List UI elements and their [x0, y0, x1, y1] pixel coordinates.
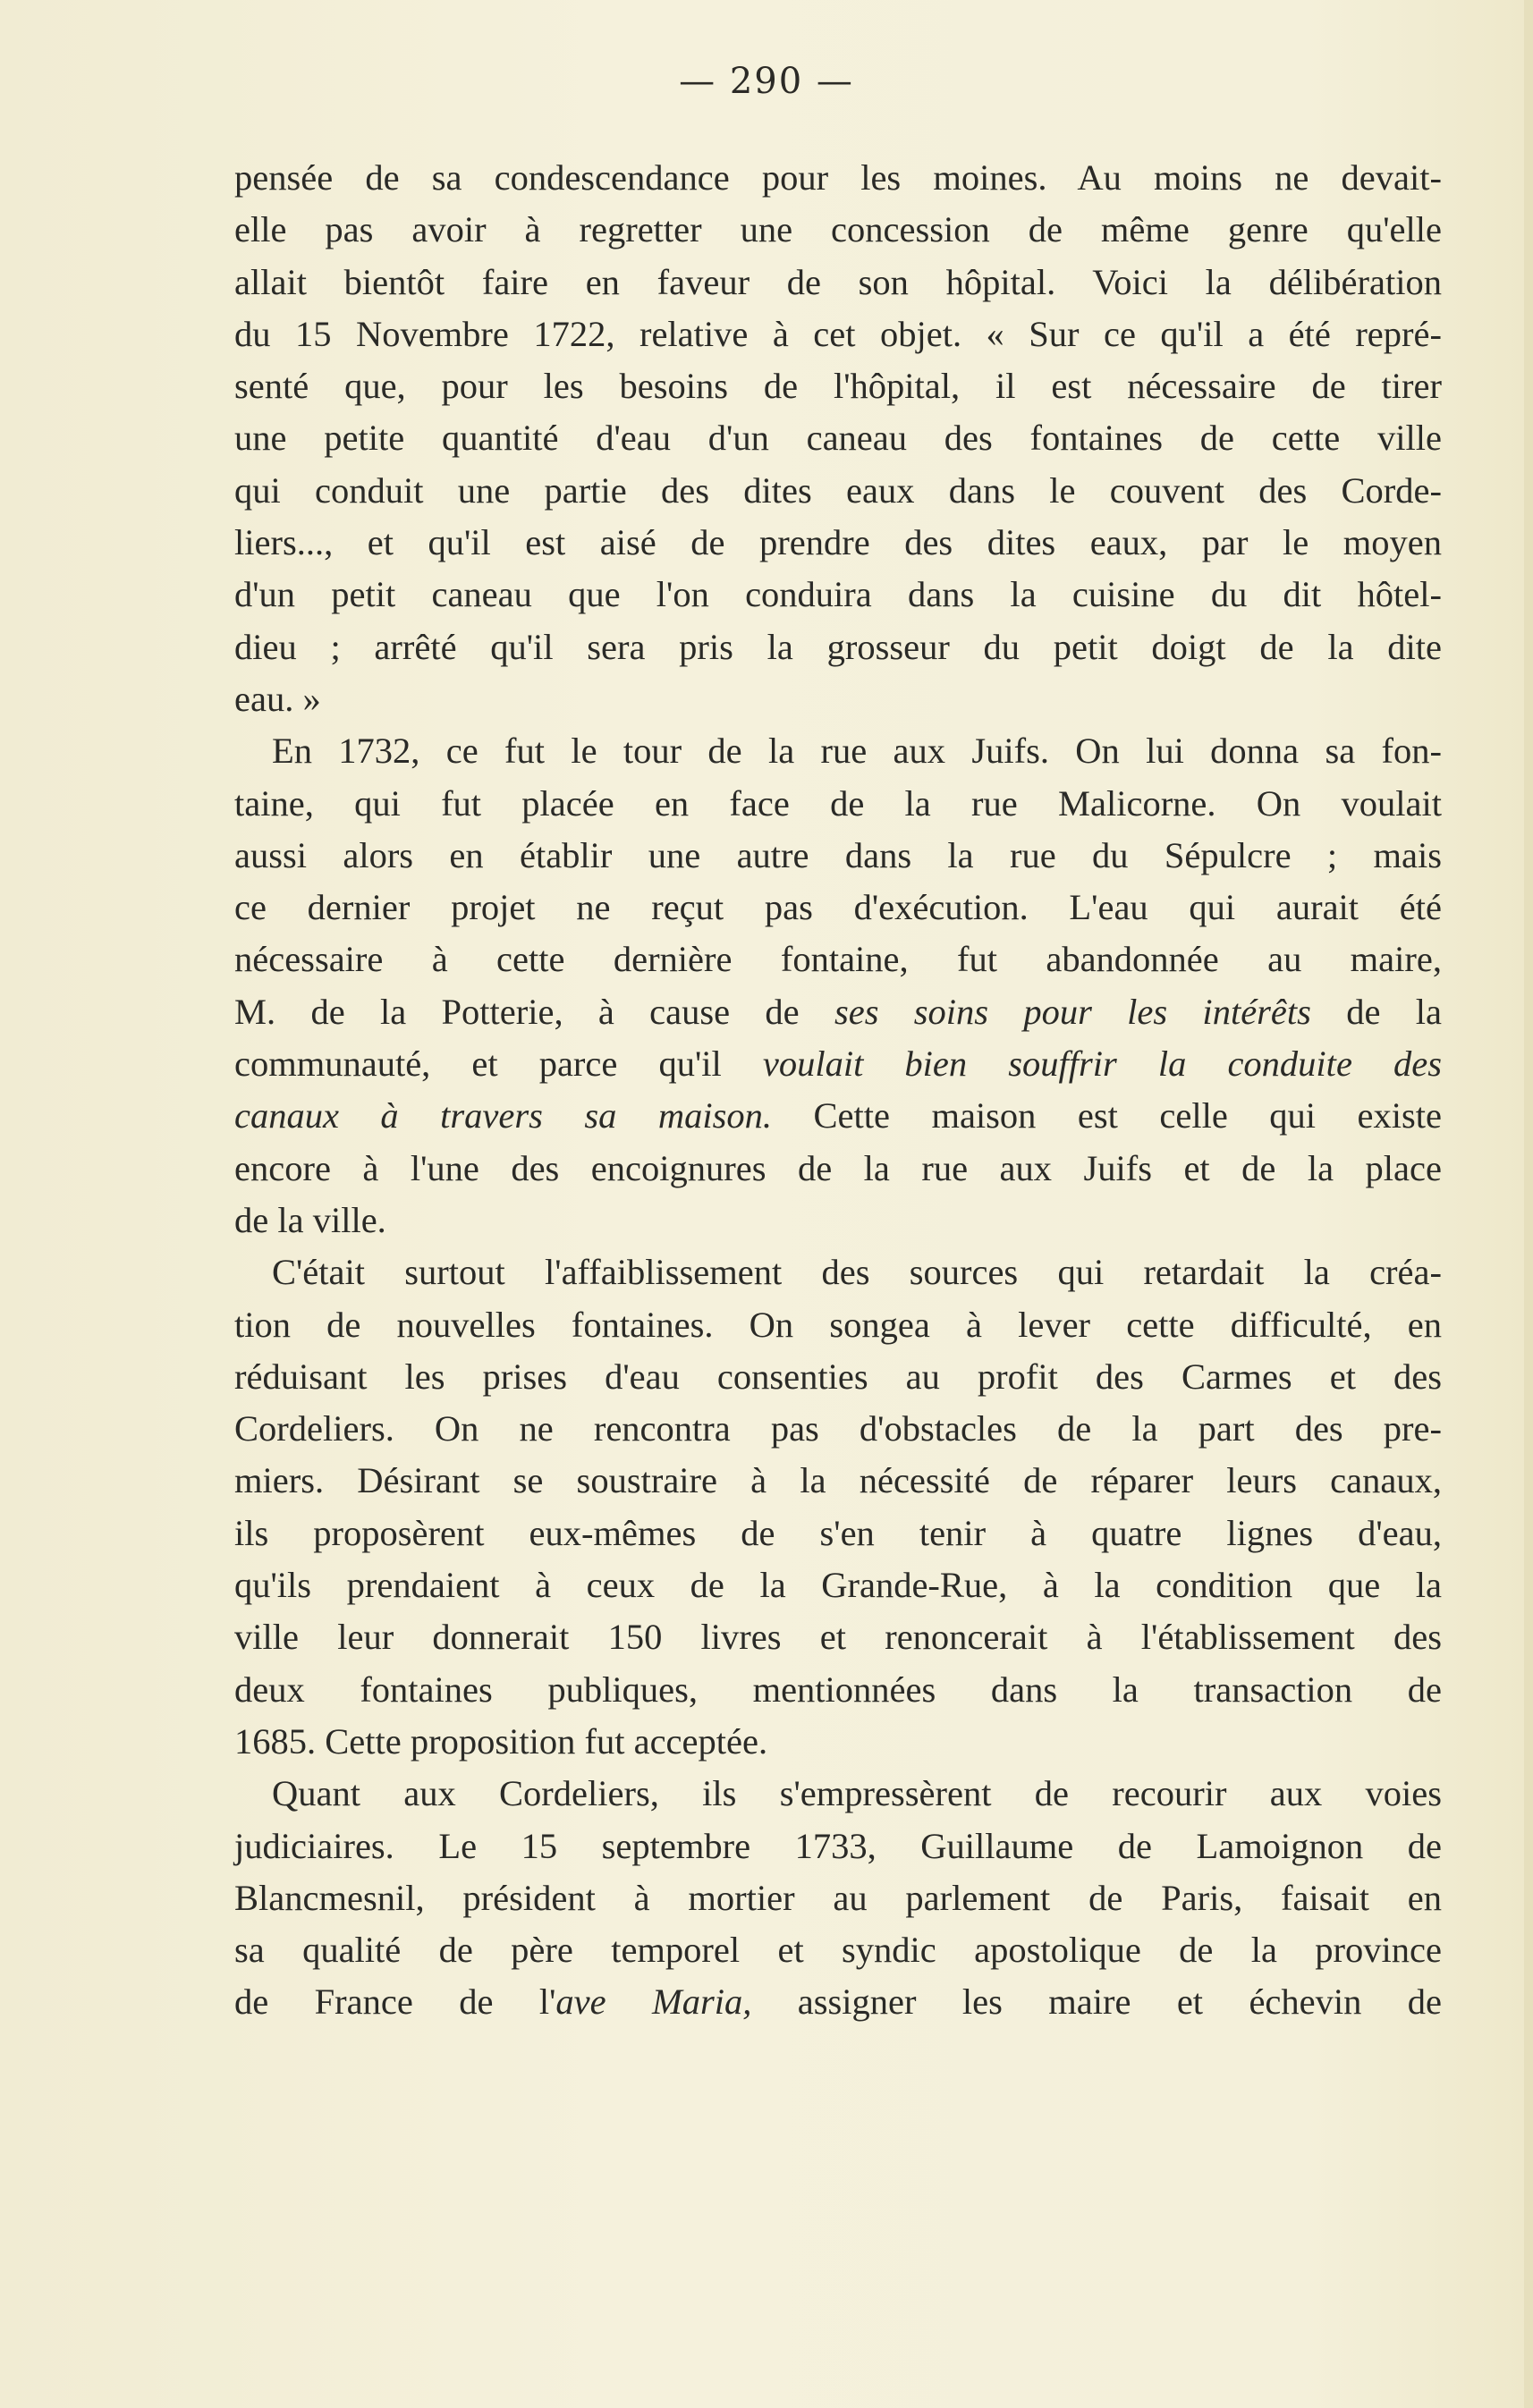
- italic-run: ave Maria,: [555, 1981, 752, 2023]
- page-edge: [1524, 0, 1533, 2408]
- text-line: [234, 986, 1442, 1038]
- text-line: une petite quantité d'eau d'un caneau des fontaines de cette ville: [234, 418, 1442, 459]
- text-line: [234, 1090, 1442, 1142]
- text-line: deux fontaines publiques, mentionnées dans la transaction de: [234, 1669, 1442, 1710]
- italic-run: ses soins pour les intérêts: [834, 991, 1311, 1032]
- text-line: Blancmesnil, président à mortier au parlement de Paris, faisait en: [234, 1877, 1442, 1918]
- paragraph-3: [234, 1246, 1442, 1768]
- text-line: de la ville.: [234, 1199, 386, 1240]
- paragraph-1: [234, 152, 1442, 725]
- text-line: miers. Désirant se soustraire à la nécessité de réparer leurs canaux,: [234, 1460, 1442, 1501]
- text-line: dieu ; arrêté qu'il sera pris la grosseur du petit doigt de la dite: [234, 626, 1442, 667]
- paragraph-2: [234, 725, 1442, 1246]
- text-line: qui conduit une partie des dites eaux dans le couvent des Corde-: [234, 469, 1442, 511]
- italic-run: voulait bien souffrir la conduite des: [762, 1043, 1442, 1085]
- text-line: ville leur donnerait 150 livres et renoncerait à l'établissement des: [234, 1617, 1442, 1658]
- paragraph-4: [234, 1768, 1442, 2028]
- text-run: communauté, et parce qu'il: [234, 1043, 763, 1085]
- text-line: aussi alors en établir une autre dans la rue du Sépulcre ; mais: [234, 834, 1442, 875]
- text-line: ce dernier projet ne reçut pas d'exécution. L'eau qui aurait été: [234, 887, 1442, 928]
- text-line: judiciaires. Le 15 septembre 1733, Guillaume de Lamoignon de: [234, 1825, 1442, 1866]
- text-line: d'un petit caneau que l'on conduira dans la cuisine du dit hôtel-: [234, 574, 1442, 615]
- text-run: de la: [1310, 991, 1442, 1032]
- text-line: du 15 Novembre 1722, relative à cet objet. « Sur ce qu'il a été repré-: [234, 313, 1442, 354]
- text-line: réduisant les prises d'eau consenties au profit des Carmes et des: [234, 1356, 1442, 1397]
- text-line: [234, 1976, 1442, 2028]
- text-run: assigner les maire et échevin de: [751, 1981, 1442, 2023]
- text-line: senté que, pour les besoins de l'hôpital, il est nécessaire de tirer: [234, 366, 1442, 407]
- page-number: — 290 —: [679, 61, 854, 102]
- text-line: En 1732, ce fut le tour de la rue aux Juifs. On lui donna sa fon-: [272, 731, 1442, 772]
- text-line: C'était surtout l'affaiblissement des sources qui retardait la créa-: [272, 1252, 1442, 1293]
- text-line: encore à l'une des encoignures de la rue aux Juifs et de la place: [234, 1147, 1442, 1188]
- text-line: ils proposèrent eux-mêmes de s'en tenir à quatre lignes d'eau,: [234, 1512, 1442, 1553]
- text-line: taine, qui fut placée en face de la rue Malicorne. On voulait: [234, 782, 1442, 824]
- text-line: qu'ils prendaient à ceux de la Grande-Rue, à la condition que la: [234, 1565, 1442, 1606]
- text-line: sa qualité de père temporel et syndic apostolique de la province: [234, 1930, 1442, 1971]
- text-line: nécessaire à cette dernière fontaine, fut abandonnée au maire,: [234, 939, 1442, 980]
- italic-run: canaux à travers sa maison.: [234, 1095, 773, 1136]
- text-line: tion de nouvelles fontaines. On songea à lever cette difficulté, en: [234, 1304, 1442, 1345]
- text-line: allait bientôt faire en faveur de son hôpital. Voici la délibération: [234, 261, 1442, 302]
- text-run: M. de la Potterie, à cause de: [234, 991, 834, 1032]
- text-line: liers..., et qu'il est aisé de prendre des dites eaux, par le moyen: [234, 522, 1442, 563]
- text-line: elle pas avoir à regretter une concession de même genre qu'elle: [234, 209, 1442, 250]
- text-line: Cordeliers. On ne rencontra pas d'obstacles de la part des pre-: [234, 1408, 1442, 1449]
- body-text: [234, 152, 1442, 2029]
- text-run: Cette maison est celle qui existe: [772, 1095, 1442, 1136]
- text-line: Quant aux Cordeliers, ils s'empressèrent de recourir aux voies: [272, 1773, 1442, 1814]
- text-line: 1685. Cette proposition fut acceptée.: [234, 1720, 768, 1762]
- text-line: eau. »: [234, 678, 321, 719]
- text-line: [234, 1038, 1442, 1090]
- text-run: de France de l': [234, 1981, 556, 2023]
- text-line: pensée de sa condescendance pour les moines. Au moins ne devait-: [234, 157, 1442, 198]
